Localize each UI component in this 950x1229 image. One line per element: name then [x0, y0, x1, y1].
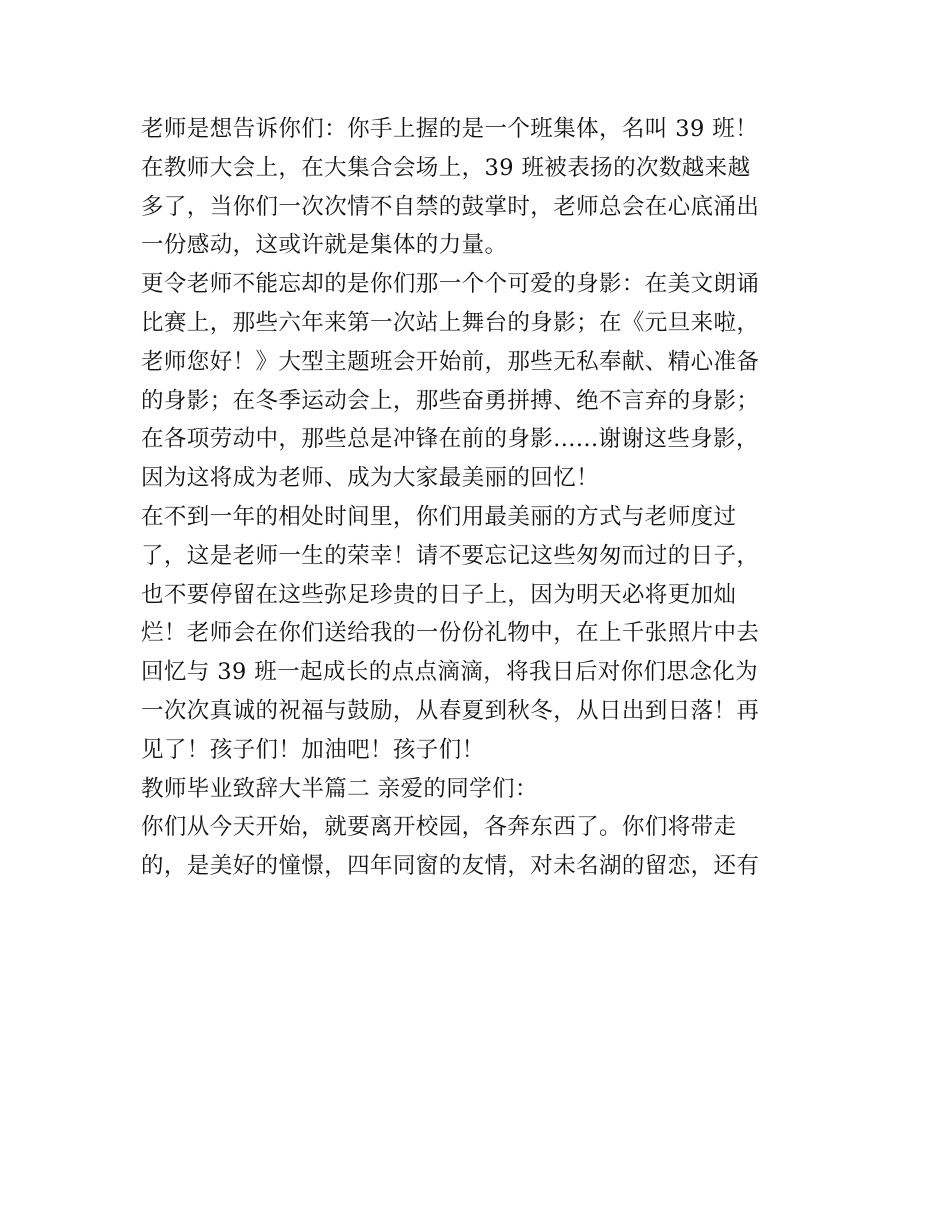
text-line: 因为这将成为老师、成为大家最美丽的回忆！ [141, 465, 600, 492]
text-line: 更令老师不能忘却的是你们那一个个可爱的身影：在美文朗诵 [141, 271, 760, 298]
text-line: 你们从今天开始，就要离开校园，各奔东西了。你们将带走 [141, 814, 737, 841]
text-line: 在教师大会上，在大集合会场上，39 班被表扬的次数越来越 [141, 154, 751, 181]
text-line: 比赛上，那些六年来第一次站上舞台的身影；在《元旦来啦， [141, 309, 760, 336]
text-line: 一份感动，这或许就是集体的力量。 [141, 232, 508, 259]
text-line: 回忆与 39 班一起成长的点点滴滴，将我日后对你们思念化为 [141, 659, 759, 686]
text-line: 在不到一年的相处时间里，你们用最美丽的方式与老师度过 [141, 503, 737, 530]
text-line: 一次次真诚的祝福与鼓励，从春夏到秋冬，从日出到日落！再 [141, 697, 760, 724]
text-line: 的身影；在冬季运动会上，那些奋勇拼搏、绝不言弃的身影； [141, 387, 760, 414]
document-page [141, 110, 821, 886]
text-line: 老师您好！》大型主题班会开始前，那些无私奉献、精心准备 [141, 348, 760, 375]
text-line: 烂！老师会在你们送给我的一份份礼物中，在上千张照片中去 [141, 620, 760, 647]
text-line: 多了，当你们一次次情不自禁的鼓掌时，老师总会在心底涌出 [141, 193, 760, 220]
text-line: 了，这是老师一生的荣幸！请不要忘记这些匆匆而过的日子， [141, 542, 760, 569]
section-heading-line: 教师毕业致辞大半篇二 亲爱的同学们： [141, 775, 538, 802]
text-line: 见了！孩子们！加油吧！孩子们！ [141, 736, 485, 763]
text-line: 老师是想告诉你们：你手上握的是一个班集体，名叫 39 班！ [141, 116, 759, 142]
text-line: 的，是美好的憧憬，四年同窗的友情，对未名湖的留恋，还有 [141, 853, 760, 880]
text-line: 也不要停留在这些弥足珍贵的日子上，因为明天必将更加灿 [141, 581, 737, 608]
text-line: 在各项劳动中，那些总是冲锋在前的身影......谢谢这些身影， [141, 426, 759, 453]
